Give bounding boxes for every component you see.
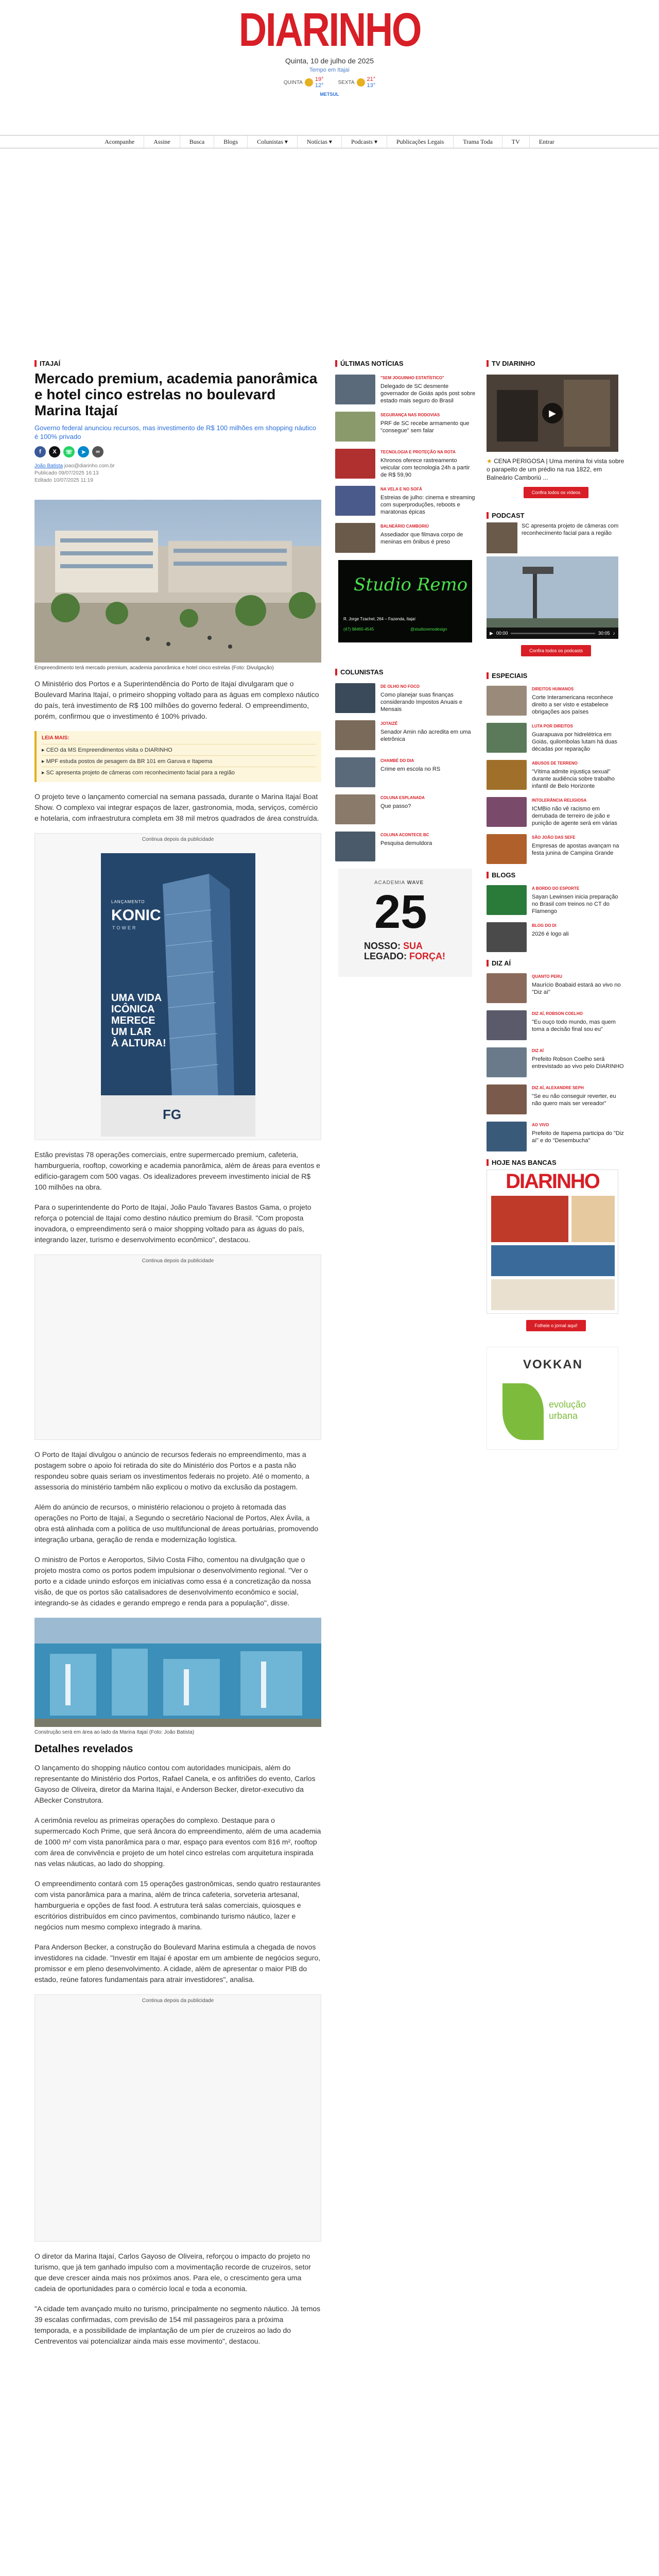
special-thumb [487, 686, 527, 716]
play-icon[interactable]: ▶ [542, 403, 563, 423]
dizai-thumb [487, 1047, 527, 1077]
weather-source[interactable]: METSUL [320, 92, 339, 97]
article-paragraph: Para Anderson Becker, a construção do Boulevard Marina estimula a chegada de novos investidores na cidade. "Investir em Itajaí é apostar em um ambiente de negócios seguro, promissor e em pleno desenvolvimento. A cidade, além de apresentar o maior PIB do estado, reúne fatores fundamentais para atrair investidores", analisa. [34, 1943, 321, 1984]
vokkan-slogan: evolução urbana [549, 1399, 586, 1421]
boulevard-render-image [34, 500, 321, 663]
article [34, 360, 321, 2356]
dizai-item[interactable]: DIZ AÍ Prefeito Robson Coelho será entrevistado ao vivo pelo DIARINHO [487, 1047, 626, 1077]
construction-site-image [34, 1618, 321, 1727]
news-thumb [335, 375, 375, 404]
academia-wave-ad[interactable] [338, 869, 472, 977]
news-item[interactable]: NA VELA E NO SOFÁ Estreias de julho: cinema e streaming com superproduções, reboots e maratonas épicas [335, 486, 476, 516]
columnist-photo [335, 757, 375, 787]
special-thumb [487, 760, 527, 790]
whatsapp-icon[interactable]: ☏ [63, 446, 75, 457]
sun-icon [305, 78, 313, 87]
published-date: Publicado 09/07/2025 16:13 [34, 470, 99, 476]
share-bar [34, 446, 321, 457]
photo-1-caption: Empreendimento terá mercado premium, academia panorâmica e hotel cinco estrelas (Foto: Divulgação) [34, 665, 274, 671]
special-item[interactable]: DIREITOS HUMANOS Corte Interamericana reconhece direito a ser visto e estabelece obrigações aos países [487, 686, 626, 716]
tv-caption: ★ CENA PERIGOSA | Uma menina foi vista sobre o parapeito de um prédio na rua 1822, em Balneário Camboriú ... [487, 457, 625, 481]
article-photo-2[interactable] [34, 1618, 321, 1727]
konic-tower-ad[interactable] [101, 853, 255, 1137]
leia-mais-box [34, 731, 321, 782]
article-paragraph: O ministro de Portos e Aeroportos, Silvio Costa Filho, comentou na divulgação que o projeto mostra como os portos podem impulsionar o desenvolvimento regional. "Ver o porto e a cidade unindo esforços em iniciativas como essa é a concretização da nossa visão, de que os portos são catalisadores de desenvolvimento econômico e social, integrando-se às cidades e gerando emprego e renda para a população", disse. [34, 1555, 311, 1607]
article-subtitle: Governo federal anunciou recursos, mas investimento de R$ 100 milhões em shopping náutico é 100% privado [34, 424, 317, 440]
ad-slot-3 [34, 1994, 321, 2242]
special-thumb [487, 797, 527, 827]
article-title: Mercado premium, academia panorâmica e hotel cinco estrelas no boulevard Marina Itajaí [34, 370, 318, 418]
wave-slogan: NOSSO: SUA LEGADO: FORÇA! [364, 941, 446, 961]
ad-brand-sub: TOWER [112, 925, 137, 930]
columnist-item[interactable]: COLUNA ACONTECE BC Pesquisa demuldora [335, 832, 476, 861]
columnist-item[interactable]: JOTAIZÊ Senador Amin não acredita em uma eletrônica [335, 720, 476, 750]
article-paragraph: Para o superintendente do Porto de Itajaí, João Paulo Tavares Bastos Gama, o projeto reforça o potencial de Itajaí como destino náutico premium do Brasil. "Com proposta inovadora, o empreendimento será o maior shopping voltado para as águas do país, integrando lazer, turismo e desenvolvimento econômico", destacou. [34, 1203, 311, 1244]
telegram-icon[interactable]: ➤ [78, 446, 89, 457]
studio-remo-address: R. Jorge Tzachel, 264 – Fazenda, Itajaí [343, 617, 415, 621]
article-paragraph: O Ministério dos Portos e a Superintendência do Porto de Itajaí divulgaram que o Boulevard Marina Itajaí, o primeiro shopping voltado para as águas em complexo náutico do país, terá investimento de R$ 100 milhões do governo federal. O empreendimento, porém, confirmou que o investimento é 100% privado. [34, 680, 319, 720]
weather-widget [0, 76, 659, 89]
ad-label: Continua depois da publicidade [142, 1258, 214, 1264]
columnist-item[interactable]: COLUNA ESPLANADA Que passo? [335, 794, 476, 824]
weather-min: 12° [315, 82, 324, 89]
studio-remo-phone: (47) 98465-4545 [343, 627, 374, 632]
newspaper-cover[interactable] [487, 1170, 618, 1314]
site-logo[interactable]: DIARINHO [238, 4, 421, 56]
bancas-title: HOJE NAS BANCAS [487, 1159, 626, 1166]
columnist-photo [335, 720, 375, 750]
nav-noticias[interactable]: Notícias ▾ [298, 135, 342, 148]
blog-item[interactable]: A BORDO DO ESPORTE Sayan Lewinsen inicia preparação no Brasil com treinos no CT do Flamengo [487, 885, 626, 915]
dizai-thumb [487, 1084, 527, 1114]
news-item[interactable]: TECNOLOGIA E PROTEÇÃO NA ROTA Khronos oferece rastreamento veicular com tecnologia 24h a partir de R$ 59,90 [335, 449, 476, 479]
special-item[interactable]: INTOLERÂNCIA RELIGIOSA ICMBio não vê racismo em derrubada de terreiro de joão e punição de agente será em várias [487, 797, 626, 827]
leia-mais-link[interactable]: ▸ SC apresenta projeto de câmeras com reconhecimento facial para a região [42, 767, 316, 778]
play-icon[interactable]: ▶ [490, 630, 493, 636]
section-marker [487, 872, 489, 878]
news-item[interactable]: SEGURANÇA NAS RODOVIAS PRF de SC recebe armamento que "consegue" sem falar [335, 412, 476, 442]
nav-tv[interactable]: TV [502, 135, 530, 148]
section-marker [487, 960, 489, 967]
edited-date: Editado 10/07/2025 11:19 [34, 478, 93, 483]
blog-item[interactable]: BLOG DO DI 2026 é logo ali [487, 922, 626, 952]
audio-duration: 30:05 [598, 631, 610, 636]
vokkan-leaf-icon [502, 1383, 544, 1440]
nav-trama-toda[interactable]: Trama Toda [454, 135, 502, 148]
article-section-label[interactable]: ITAJAÍ [40, 360, 61, 367]
nav-entrar[interactable]: Entrar [539, 138, 554, 145]
sidebar-media [487, 360, 626, 1450]
news-item[interactable]: BALNEÁRIO CAMBORIÚ Assediador que filmava corpo de meninas em ônibus é preso [335, 523, 476, 553]
facebook-icon[interactable]: f [34, 446, 46, 457]
all-videos-button[interactable]: Confira todos os vídeos [524, 487, 589, 498]
weather-day-label: QUINTA [283, 79, 303, 86]
site-header [0, 0, 659, 97]
podcast-thumbnail [487, 556, 618, 639]
news-thumb [335, 523, 375, 553]
especiais-title: ESPECIAIS [487, 672, 626, 680]
ad-slot-1 [34, 833, 321, 1140]
audio-controls [487, 628, 618, 639]
dizai-title: DIZ AÍ [487, 959, 626, 967]
link-icon[interactable]: ∞ [92, 446, 103, 457]
blog-thumb [487, 922, 527, 952]
ad-label: Continua depois da publicidade [142, 837, 214, 842]
special-item[interactable]: LUTA POR DIREITOS Guarapuava por hidrelétrica em Goiás, quilombolas lutam há duas décadas por reparação [487, 723, 626, 753]
leia-mais-link[interactable]: ▸ CEO da MS Empreendimentos visita o DIARINHO [42, 744, 316, 755]
podcast-title: PODCAST [487, 512, 626, 519]
article-paragraph: O lançamento do shopping náutico contou com autoridades municipais, além do representante do Ministério dos Portos, Rafael Canela, e os anfitriões do evento, Carlos Gayoso de Oliveira, diretor da Marina Itajaí, e Anderson Becker, diretor-executivo da ABecker Construtora. [34, 1764, 316, 1804]
nav-publicacoes-legais[interactable]: Publicações Legais [387, 135, 454, 148]
podcast-cover [487, 522, 517, 553]
leia-mais-link[interactable]: ▸ MPF estuda postos de pesagem da BR 101 em Garuva e Itapema [42, 755, 316, 767]
x-icon[interactable]: X [49, 446, 60, 457]
columnist-item[interactable]: DE OLHO NO FOCO Como planejar suas finanças considerando Impostos Anuais e Mensais [335, 683, 476, 713]
nav-colunistas[interactable]: Colunistas ▾ [248, 135, 298, 148]
vokkan-logo: VOKKAN [523, 1358, 583, 1371]
news-item[interactable]: "SEM JOGUINHO ESTATÍSTICO" Delegado de SC desmente governador de Goiás após post sobre estado mais seguro do Brasil [335, 375, 476, 404]
article-paragraph: O Porto de Itajaí divulgou o anúncio de recursos federais no empreendimento, mas a postagem sobre o apoio foi retirada do site do Ministério dos Portos e a pasta não respondeu sobre quais seriam os investimentos federais no projeto. Até o momento, a assessoria do ministério também não explicou o motivo da exclusão da postagem. [34, 1450, 309, 1491]
columnist-photo [335, 832, 375, 861]
ad-slot-2 [34, 1255, 321, 1440]
nav-acompanhe[interactable]: Acompanhe [95, 135, 144, 148]
wave-small: ACADEMIA [374, 880, 405, 886]
weather-day-label: SEXTA [338, 79, 355, 86]
studio-remo-handle: @studioremodesign [410, 627, 447, 632]
read-newspaper-button[interactable]: Folheie o jornal aqui! [526, 1320, 586, 1331]
section-marker [487, 672, 489, 679]
wave-brand: WAVE [407, 880, 424, 886]
dizai-thumb [487, 1010, 527, 1040]
section-marker [335, 360, 337, 367]
ad-label: Continua depois da publicidade [142, 1998, 214, 2004]
vokkan-ad[interactable] [487, 1347, 618, 1450]
article-section [34, 360, 321, 367]
article-photo-1[interactable] [34, 500, 321, 663]
all-podcasts-button[interactable]: Confira todos os podcasts [521, 645, 591, 656]
sun-icon [357, 78, 365, 87]
article-paragraph: Além do anúncio de recursos, o ministério relacionou o projeto à retomada das operações no Porto de Itajaí, a Segundo o secretário Nacional de Portos, Alex Ávila, a obra está alinhada com a política de uso multifuncional de áreas portuárias, promovendo integração urbana, geração de renda e modernização logística. [34, 1503, 318, 1544]
columnist-photo [335, 794, 375, 824]
article-paragraph: A cerimônia revelou as primeiras operações do complexo. Destaque para o supermercado Koch Prime, que será âncora do empreendimento, além de uma academia de 1000 m² com vista panorâmica para o mar, espaço para eventos com 816 m², rooftop com área de convivência e projeto de um hotel cinco estrelas com arquitetura inspirada nas velas náuticas, ao lado do shopping. [34, 1816, 321, 1868]
dizai-thumb [487, 1122, 527, 1151]
tv-title: TV DIARINHO [487, 360, 626, 367]
fg-logo: FG [163, 1107, 182, 1122]
article-author[interactable]: João Batista [34, 463, 63, 469]
newspaper-logo: DIARINHO [487, 1170, 618, 1193]
leia-mais-title: LEIA MAIS: [42, 735, 70, 741]
nav-assine[interactable]: Assine [144, 135, 180, 148]
photo-2-caption: Construção será em área ao lado da Marina Itajaí (Foto: João Batista) [34, 1730, 195, 1735]
article-paragraph: "A cidade tem avançado muito no turismo, principalmente no segmento náutico. Já temos 39 escalas confirmadas, com previsão de 154 mil passageiros para a próxima temporada, e a possibilidade de implantação de um píer de cruzeiros ao lado do Centreventos vai potencializar ainda mais esse movimento", destacou. [34, 2304, 321, 2345]
weather-title[interactable]: Tempo em Itajaí [309, 67, 350, 73]
podcast-player[interactable] [487, 556, 618, 639]
article-meta [34, 463, 321, 484]
article-paragraph: Estão previstas 78 operações comerciais, entre supermercado premium, cafeteria, hamburgueria, rooftop, coworking e academia panorâmica, além de áreas para eventos e edifício-garagem com 500 vagas. Os idealizadores preveem investimento inicial de R$ 100 milhões na obra. [34, 1150, 320, 1191]
news-thumb [335, 412, 375, 442]
main-nav [0, 135, 659, 148]
special-item[interactable]: SÃO JOÃO DAS SEFE Empresas de apostas avançam na festa junina de Campina Grande [487, 834, 626, 864]
audio-current-time: 00:00 [496, 631, 508, 636]
dizai-item[interactable]: DIZ AÍ, ALEXANDRE SEPH "Se eu não conseguir reverter, eu não quero mais ser vereador" [487, 1084, 626, 1114]
weather-min: 13° [367, 82, 376, 89]
sidebar-ultimas [335, 360, 476, 977]
wave-number: 25 [374, 886, 427, 938]
tv-video-player[interactable] [487, 375, 618, 452]
weather-max: 19° [315, 76, 324, 82]
article-paragraph: O empreendimento contará com 15 operações gastronômicas, sendo quatro restaurantes com vista panorâmica para a marina, além de trinca cafeteria, sorveteria artesanal, hamburgueria e opções de fast food. A estrutura terá salas comerciais, quiosques e escritórios distribuídos em cinco pavimentos, combinando turismo náutico, lazer e negócios num mesmo complexo integrado à marina. [34, 1879, 321, 1931]
blogs-title: BLOGS [487, 871, 626, 879]
section-marker [34, 360, 37, 367]
author-email: joao@diarinho.com.br [63, 463, 115, 469]
weather-day-1 [284, 76, 324, 89]
article-paragraph: O diretor da Marina Itajaí, Carlos Gayoso de Oliveira, reforçou o impacto do projeto no turismo, que já tem ganhado impulso com a movimentação recorde de cruzeiros, setor que deve crescer ainda mais nos próximos anos. Para ele, o crescimento gera uma cadeia de oportunidades para o comércio local e toda a economia. [34, 2252, 311, 2293]
ad-headline: UMA VIDA ICÔNICA MERECE UM LAR À ALTURA! [111, 992, 166, 1049]
ultimas-title: ÚLTIMAS NOTÍCIAS [335, 360, 476, 367]
news-thumb [335, 449, 375, 479]
volume-icon[interactable]: ♪ [613, 631, 615, 636]
special-thumb [487, 723, 527, 753]
dizai-item[interactable]: AO VIVO Prefeito de Itapema participa do "Diz aí" e do "Desembucha" [487, 1122, 626, 1151]
studio-remo-ad[interactable] [338, 560, 472, 642]
weather-day-2 [338, 76, 376, 89]
ad-tag: LANÇAMENTO [111, 900, 145, 904]
nav-blogs[interactable]: Blogs [214, 135, 248, 148]
special-item[interactable]: ABUSOS DE TERRENO "Vítima admite injustiça sexual" durante audiência sobre trabalho infantil de Belo Horizonte [487, 760, 626, 790]
audio-progress[interactable] [511, 633, 595, 634]
header-date: Quinta, 10 de julho de 2025 [285, 57, 374, 65]
section-marker [487, 1159, 489, 1166]
ad-brand: KONIC [111, 907, 161, 924]
blog-thumb [487, 885, 527, 915]
nav-podcasts[interactable]: Podcasts ▾ [342, 135, 387, 148]
podcast-text: SC apresenta projeto de câmeras com reconhecimento facial para a região [522, 523, 619, 536]
dizai-thumb [487, 973, 527, 1003]
star-icon: ★ [487, 457, 492, 465]
article-paragraph: O projeto teve o lançamento comercial na semana passada, durante o Marina Itajaí Boat Show. O complexo vai integrar espaços de lazer, gastronomia, moda, serviços, comércio e hotelaria, com infraestrutura completa em 38 mil metros quadrados de área construída. [34, 792, 319, 822]
section-marker [487, 360, 489, 367]
section-heading: Detalhes revelados [34, 1743, 133, 1755]
section-marker [487, 512, 489, 519]
dizai-item[interactable]: QUANTO PERU Maurício Boabaid estará ao vivo no "Diz aí" [487, 973, 626, 1003]
weather-max: 21° [367, 76, 376, 82]
columnist-item[interactable]: CHAMBÉ DO DIA Crime em escola no RS [335, 757, 476, 787]
columnist-photo [335, 683, 375, 713]
section-marker [335, 669, 337, 675]
dizai-item[interactable]: DIZ AÍ, ROBSON COELHO "Eu ouço todo mundo, mas quem toma a decisão final sou eu" [487, 1010, 626, 1040]
special-thumb [487, 834, 527, 864]
colunistas-title: COLUNISTAS [335, 668, 476, 676]
studio-remo-logo: Studio Remo [354, 574, 468, 595]
nav-busca[interactable]: Busca [180, 135, 214, 148]
news-thumb [335, 486, 375, 516]
